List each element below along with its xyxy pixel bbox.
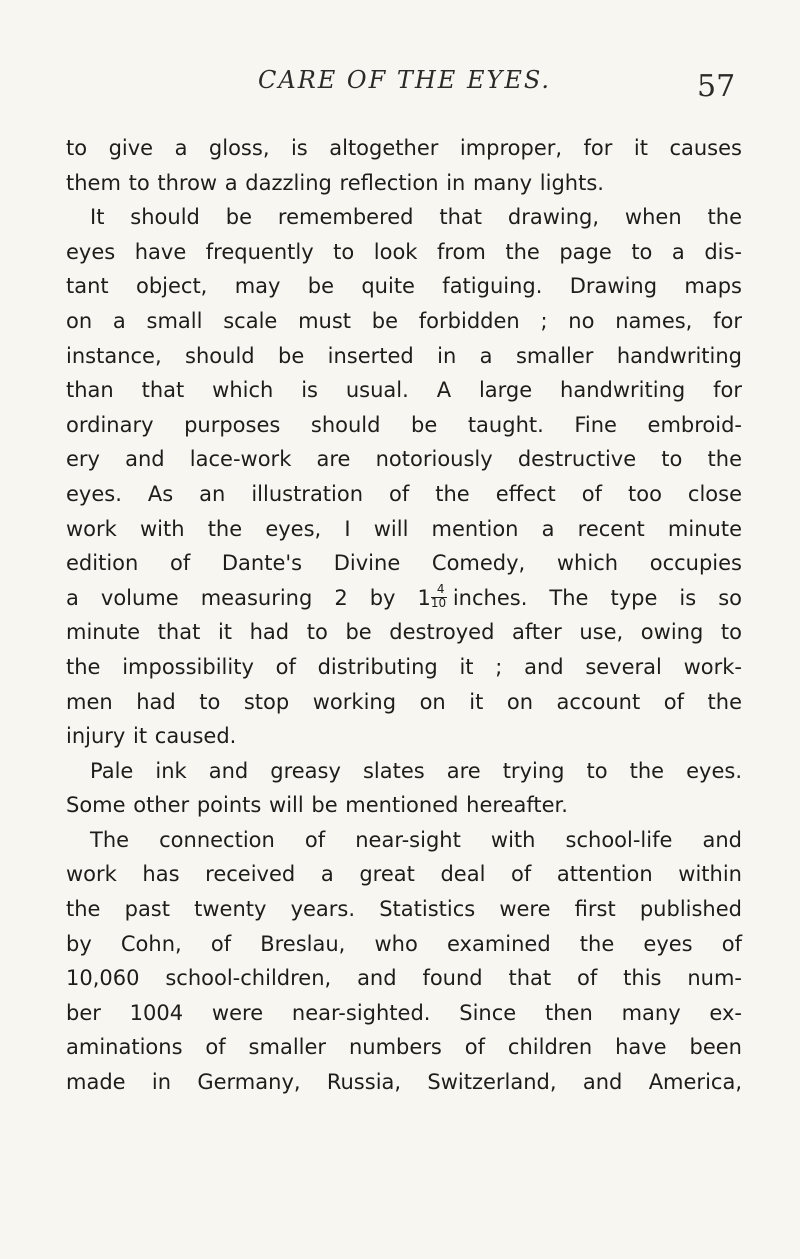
text-line: ery and lace-work are notoriously destructive to the <box>66 447 742 472</box>
fraction-denominator: 10 <box>430 595 447 610</box>
text-line: minute that it had to be destroyed after use, owing to <box>66 620 742 645</box>
fraction-numerator: 4 <box>436 581 445 596</box>
text-line: the impossibility of distributing it ; and several work- <box>66 654 742 679</box>
running-title: CARE OF THE EYES. <box>258 66 552 94</box>
text-line: eyes. As an illustration of the effect of too close <box>66 481 742 506</box>
text-line: injury it caused. <box>66 724 237 749</box>
body-text <box>66 131 742 1100</box>
text-line: ordinary purposes should be taught. Fine embroid- <box>66 412 742 437</box>
text-line: edition of Dante's Divine Comedy, which occupies <box>66 551 742 576</box>
text-line: tant object, may be quite fatiguing. Drawing maps <box>66 274 742 299</box>
text-line: to give a gloss, is altogether improper, for it causes <box>66 136 742 160</box>
text-line: 10,060 school-children, and found that of this num- <box>66 966 742 991</box>
text-line: ber 1004 were near-sighted. Since then many ex- <box>66 1000 742 1025</box>
text-line: by Cohn, of Breslau, who examined the eyes of <box>66 931 742 956</box>
text-line: work with the eyes, I will mention a recent minute <box>66 516 742 541</box>
text-line: made in Germany, Russia, Switzerland, and America, <box>66 1070 742 1095</box>
text-line: instance, should be inserted in a smaller handwriting <box>66 343 742 368</box>
text-line: them to throw a dazzling reflection in many lights. <box>66 170 604 195</box>
text-line: than that which is usual. A large handwriting for <box>66 378 742 403</box>
paragraph-start-line: It should be remembered that drawing, when the <box>90 205 742 230</box>
fraction-line-before: a volume measuring 2 by 1 <box>66 585 431 610</box>
fraction <box>430 581 447 610</box>
text-line: Some other points will be mentioned hereafter. <box>66 793 568 818</box>
fraction-line-after: inches. The type is so <box>452 585 742 610</box>
paragraph-start-line: The connection of near-sight with school-life and <box>90 827 742 852</box>
text-line: the past twenty years. Statistics were first published <box>66 897 742 922</box>
page-number: 57 <box>697 69 736 104</box>
text-line: eyes have frequently to look from the page to a dis- <box>66 239 742 264</box>
text-line: aminations of smaller numbers of children have been <box>66 1035 742 1060</box>
running-head <box>0 66 800 106</box>
text-line: men had to stop working on it on account of the <box>66 689 742 714</box>
text-line: on a small scale must be forbidden ; no names, for <box>66 308 742 333</box>
text-line: work has received a great deal of attention within <box>66 862 742 887</box>
paragraph-start-line: Pale ink and greasy slates are trying to the eyes. <box>90 758 742 783</box>
fraction-text-line <box>66 581 742 616</box>
